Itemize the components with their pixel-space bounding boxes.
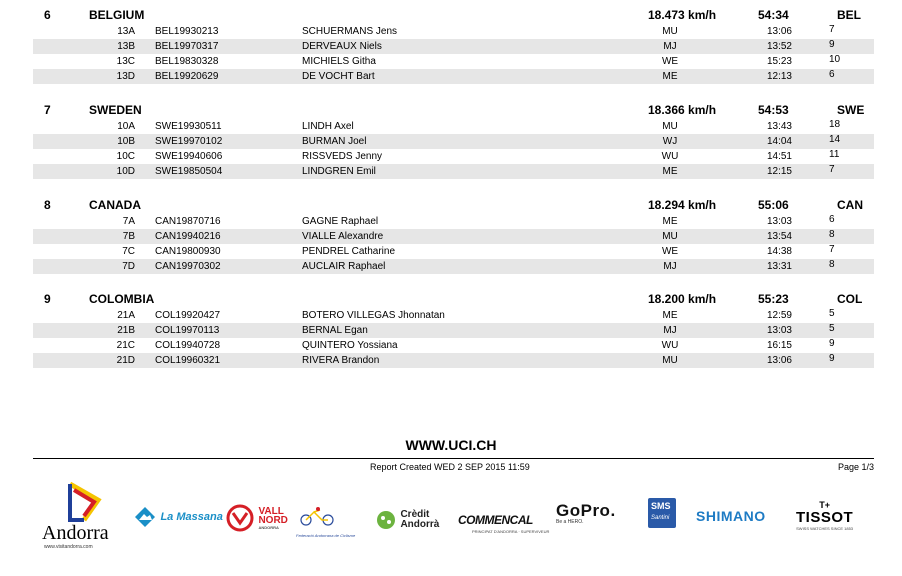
rider-category: WE	[661, 246, 679, 257]
rider-time: 13:54	[766, 231, 792, 242]
rider-name: RIVERA Brandon	[302, 355, 380, 366]
page-number: Page 1/3	[837, 462, 874, 472]
footer-divider	[33, 458, 874, 459]
rider-number: 8	[829, 259, 835, 270]
rider-category: ME	[662, 216, 678, 227]
rider-name: PENDREL Catharine	[302, 246, 396, 257]
rider-bib: 7C	[122, 246, 135, 257]
sms-text: SMS	[651, 501, 671, 511]
rider-category: WE	[661, 56, 679, 67]
team-header	[33, 196, 874, 214]
rider-uci-id: BEL19830328	[155, 56, 219, 67]
rider-time: 13:06	[766, 355, 792, 366]
rider-row	[33, 119, 874, 134]
team-code: SWE	[837, 103, 865, 117]
rider-uci-id: COL19940728	[155, 340, 221, 351]
rider-bib: 13A	[117, 26, 135, 37]
andorra-url: www.visitandorra.com	[44, 544, 93, 550]
rider-uci-id: CAN19800930	[155, 246, 221, 257]
rider-bib: 21D	[116, 355, 135, 366]
rider-name: GAGNE Raphael	[302, 216, 379, 227]
rider-category: MU	[662, 26, 678, 37]
rider-category: WU	[661, 340, 679, 351]
team-name: COLOMBIA	[89, 292, 155, 306]
report-created: Report Created WED 2 SEP 2015 11:59	[370, 462, 530, 472]
team-speed: 18.473 km/h	[648, 8, 717, 22]
rider-category: WJ	[662, 136, 678, 147]
commencal-logo	[458, 511, 549, 534]
federacio-text: Federació Andorrana de Ciclisme	[296, 533, 356, 538]
rider-category: ME	[662, 166, 678, 177]
rider-name: DE VOCHT Bart	[302, 71, 375, 82]
rider-time: 12:59	[766, 310, 792, 321]
rider-number: 9	[829, 353, 835, 364]
team-block	[33, 101, 874, 179]
team-rank: 7	[44, 103, 51, 117]
credit-andorra-logo	[376, 510, 439, 530]
rider-name: LINDGREN Emil	[302, 166, 376, 177]
rider-bib: 7A	[122, 216, 135, 227]
rider-name: MICHIELS Githa	[302, 56, 376, 67]
rider-time: 13:52	[766, 41, 792, 52]
rider-row	[33, 149, 874, 164]
rider-name: QUINTERO Yossiana	[302, 340, 398, 351]
rider-uci-id: BEL19970317	[155, 41, 219, 52]
rider-row	[33, 164, 874, 179]
rider-row	[33, 308, 874, 323]
team-speed: 18.294 km/h	[648, 198, 717, 212]
team-block	[33, 290, 874, 368]
rider-uci-id: CAN19970302	[155, 261, 221, 272]
rider-number: 7	[829, 24, 835, 35]
rider-category: ME	[662, 71, 678, 82]
rider-time: 15:23	[766, 56, 792, 67]
rider-number: 5	[829, 308, 835, 319]
rider-number: 6	[829, 214, 835, 225]
rider-uci-id: SWE19930511	[155, 121, 222, 132]
tissot-text: TISSOT	[796, 509, 854, 526]
team-code: BEL	[837, 8, 861, 22]
team-header	[33, 290, 874, 308]
team-time: 54:53	[758, 103, 789, 117]
rider-uci-id: COL19970113	[155, 325, 220, 336]
credit-bottom: Andorrà	[400, 519, 440, 530]
rider-uci-id: BEL19930213	[155, 26, 219, 37]
rider-row	[33, 54, 874, 69]
vallnord-top: VALL	[258, 505, 284, 517]
rider-uci-id: COL19920427	[155, 310, 221, 321]
tissot-sub: SWISS WATCHES SINCE 1853	[796, 526, 854, 531]
rider-time: 14:51	[766, 151, 792, 162]
rider-row	[33, 259, 874, 274]
rider-row	[33, 24, 874, 39]
team-rank: 9	[44, 292, 51, 306]
rider-category: ME	[662, 310, 678, 321]
credit-andorra-emblem-icon	[376, 510, 396, 530]
rider-time: 13:03	[766, 216, 792, 227]
rider-time: 14:38	[766, 246, 792, 257]
team-rank: 6	[44, 8, 51, 22]
team-time: 54:34	[758, 8, 789, 22]
team-name: SWEDEN	[89, 103, 142, 117]
rider-category: MU	[662, 355, 678, 366]
rider-row	[33, 134, 874, 149]
rider-row	[33, 323, 874, 338]
rider-bib: 21A	[117, 310, 135, 321]
mountain-icon	[134, 506, 156, 528]
rider-name: BURMAN Joel	[302, 136, 367, 147]
website-url[interactable]: WWW.UCI.CH	[405, 437, 497, 453]
rider-bib: 13D	[116, 71, 135, 82]
rider-time: 13:43	[766, 121, 792, 132]
rider-row	[33, 244, 874, 259]
rider-time: 12:13	[766, 71, 792, 82]
rider-bib: 10C	[116, 151, 135, 162]
rider-category: MJ	[663, 41, 677, 52]
rider-time: 13:31	[766, 261, 792, 272]
team-block	[33, 6, 874, 84]
tissot-logo	[796, 500, 853, 531]
rider-number: 7	[829, 244, 835, 255]
rider-number: 6	[829, 69, 835, 80]
sponsor-bar	[30, 478, 876, 570]
rider-category: MU	[662, 121, 678, 132]
rider-number: 10	[829, 54, 841, 65]
rider-uci-id: CAN19940216	[155, 231, 221, 242]
rider-bib: 10A	[117, 121, 135, 132]
federacio-logo	[296, 506, 368, 538]
rider-number: 18	[829, 119, 841, 130]
gopro-text: GoPro.	[556, 501, 616, 520]
team-header	[33, 101, 874, 119]
rider-time: 16:15	[766, 340, 792, 351]
rider-bib: 21B	[117, 325, 135, 336]
rider-number: 5	[829, 323, 835, 334]
rider-bib: 21C	[116, 340, 135, 351]
rider-time: 14:04	[766, 136, 792, 147]
vallnord-emblem-icon	[226, 504, 254, 532]
team-name: BELGIUM	[89, 8, 145, 22]
rider-name: SCHUERMANS Jens	[302, 26, 398, 37]
la-massana-logo	[134, 506, 223, 528]
rider-name: DERVEAUX Niels	[302, 41, 382, 52]
rider-row	[33, 338, 874, 353]
la-massana-text: La Massana	[160, 511, 223, 523]
rider-number: 7	[829, 164, 835, 175]
sms-santini-logo	[648, 498, 676, 528]
rider-row	[33, 39, 874, 54]
cyclist-icon	[296, 506, 340, 526]
team-speed: 18.366 km/h	[648, 103, 717, 117]
rider-number: 8	[829, 229, 835, 240]
team-rank: 8	[44, 198, 51, 212]
team-name: CANADA	[89, 198, 141, 212]
vallnord-logo	[226, 504, 288, 532]
rider-uci-id: SWE19940606	[155, 151, 223, 162]
rider-time: 12:15	[766, 166, 792, 177]
commencal-sub: PRINCIPAT D'ANDORRA · SUPERVIVEUR	[472, 529, 550, 534]
rider-bib: 13C	[116, 56, 135, 67]
rider-number: 9	[829, 338, 835, 349]
gopro-sub: Be a HERO.	[556, 519, 584, 525]
rider-row	[33, 69, 874, 84]
vallnord-sub: ANDORRA	[258, 524, 279, 530]
credit-top: Crèdit	[400, 509, 430, 520]
team-time: 55:23	[758, 292, 789, 306]
shimano-logo: SHIMANO	[696, 508, 766, 524]
rider-uci-id: CAN19870716	[155, 216, 221, 227]
team-header	[33, 6, 874, 24]
rider-bib: 10B	[117, 136, 135, 147]
rider-number: 14	[829, 134, 841, 145]
team-block	[33, 196, 874, 274]
rider-name: VIALLE Alexandre	[302, 231, 384, 242]
rider-number: 11	[829, 149, 840, 160]
rider-row	[33, 353, 874, 368]
rider-time: 13:06	[766, 26, 792, 37]
rider-row	[33, 214, 874, 229]
rider-bib: 7B	[122, 231, 135, 242]
rider-category: MU	[662, 231, 678, 242]
team-code: CAN	[837, 198, 863, 212]
rider-bib: 7D	[122, 261, 135, 272]
rider-uci-id: SWE19850504	[155, 166, 223, 177]
andorra-wordmark: Andorra	[42, 522, 109, 544]
rider-row	[33, 229, 874, 244]
rider-category: MJ	[663, 261, 677, 272]
rider-name: BERNAL Egan	[302, 325, 368, 336]
gopro-logo	[556, 501, 616, 525]
rider-bib: 10D	[116, 166, 135, 177]
rider-name: BOTERO VILLEGAS Jhonnatan	[302, 310, 445, 321]
rider-uci-id: COL19960321	[155, 355, 221, 366]
rider-category: MJ	[663, 325, 677, 336]
tissot-cross-icon: T+	[819, 500, 830, 510]
rider-bib: 13B	[117, 41, 135, 52]
rider-uci-id: SWE19970102	[155, 136, 223, 147]
rider-number: 9	[829, 39, 835, 50]
team-time: 55:06	[758, 198, 789, 212]
commencal-text: COMMENCAL	[458, 513, 533, 527]
rider-name: LINDH Axel	[302, 121, 354, 132]
team-speed: 18.200 km/h	[648, 292, 717, 306]
rider-name: AUCLAIR Raphael	[302, 261, 386, 272]
rider-uci-id: BEL19920629	[155, 71, 219, 82]
rider-time: 13:03	[766, 325, 792, 336]
rider-name: RISSVEDS Jenny	[302, 151, 383, 162]
team-code: COL	[837, 292, 863, 306]
sms-sub: Santini	[651, 515, 670, 521]
vallnord-bottom: NORD	[258, 514, 288, 526]
rider-category: WU	[661, 151, 679, 162]
